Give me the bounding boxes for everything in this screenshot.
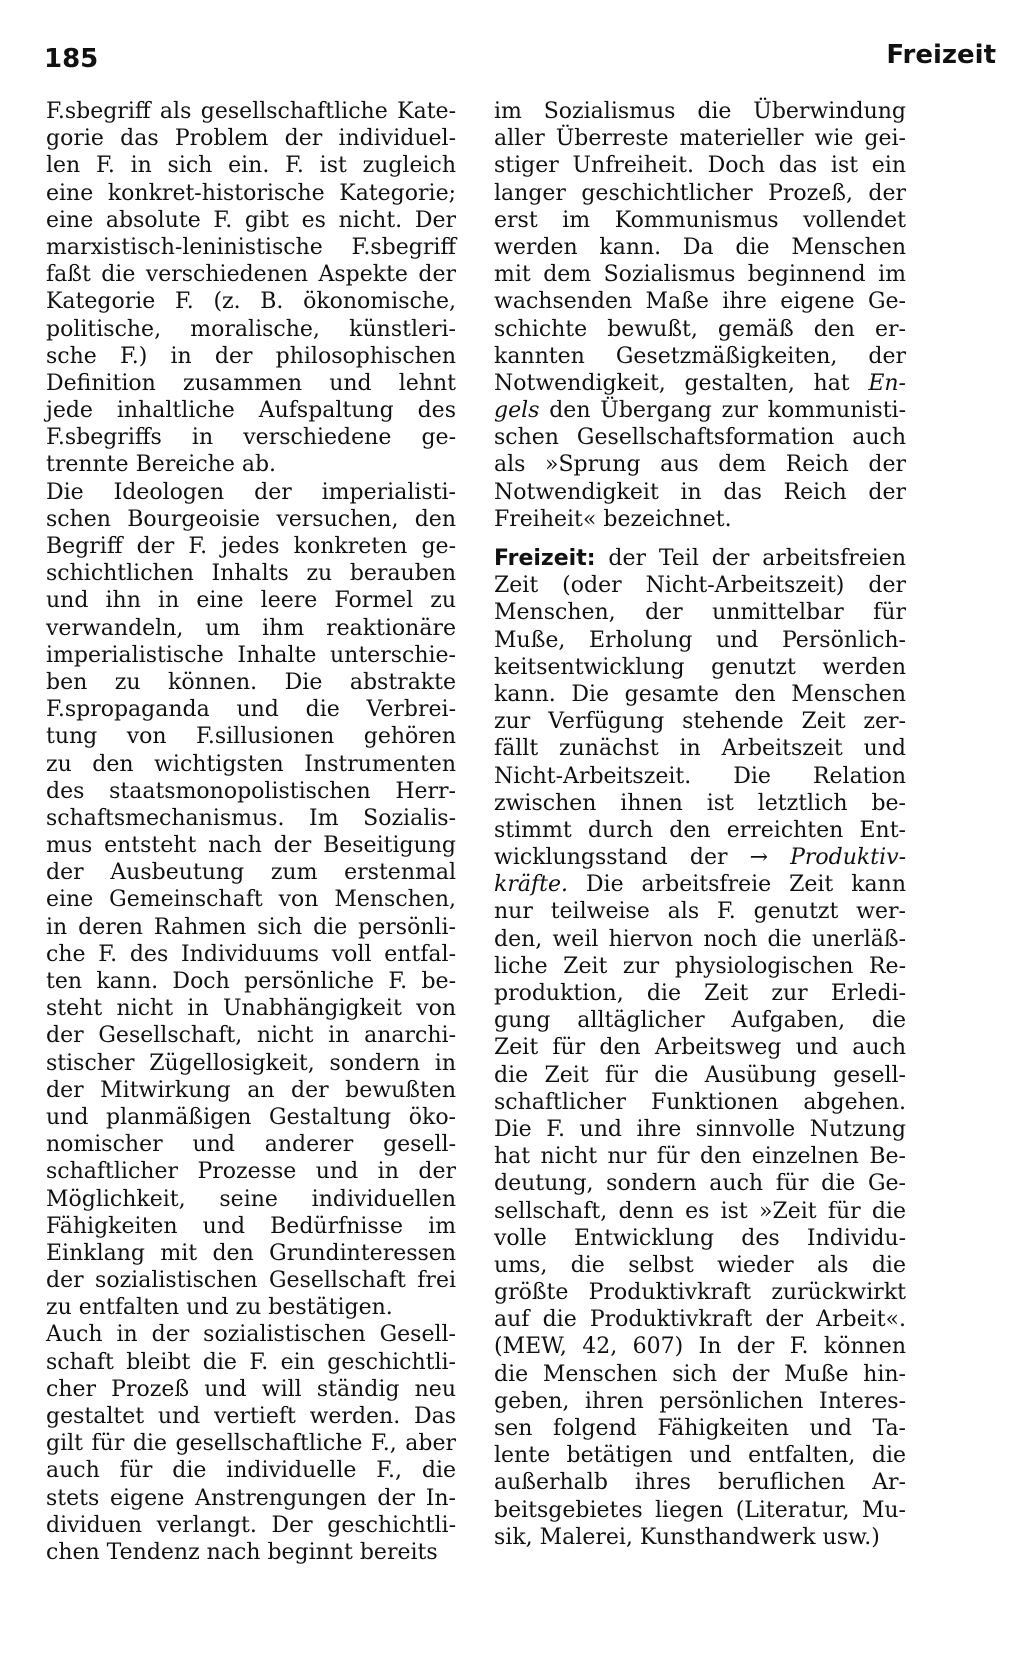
text-line: liche Zeit zur physiologischen Re-: [494, 953, 906, 979]
text-line: imperialistische Inhalte unterschie-: [46, 642, 456, 668]
text-line: steht nicht in Unabhängigkeit von: [46, 996, 456, 1022]
text-line: (MEW, 42, 607) In der F. können: [494, 1334, 906, 1360]
text-line: trennte Bereiche ab.: [46, 452, 277, 478]
text-line: ums, die selbst wieder als die: [494, 1252, 906, 1278]
text-line: mus entsteht nach der Beseitigung: [46, 833, 456, 859]
text-line: und ihn in eine leere Formel zu: [46, 588, 456, 614]
text-line: langer geschichtlicher Prozeß, der: [494, 180, 906, 206]
text-line: nur teilweise als F. genutzt wer-: [494, 899, 906, 925]
text-line: die Menschen sich der Muße hin-: [494, 1361, 906, 1387]
text-line: im Sozialismus die Überwindung: [494, 99, 906, 124]
paragraph: [46, 479, 456, 1322]
text-line: der Mitwirkung an der bewußten: [46, 1077, 456, 1103]
text-line: hat nicht nur für den einzelnen Be-: [494, 1144, 906, 1170]
text-line: tung von F.sillusionen gehören: [46, 724, 456, 750]
person-name-engels-cont: gels: [494, 398, 540, 424]
text-line: auf die Produktivkraft der Arbeit«.: [494, 1307, 906, 1333]
text-line: kannten Gesetzmäßigkeiten, der: [494, 343, 906, 369]
text-line: fällt zunächst in Arbeitszeit und: [494, 736, 906, 762]
text-line: eine absolute F. gibt es nicht. Der: [46, 207, 456, 233]
page-number: 185: [44, 44, 99, 74]
text-line: stimmt durch den erreichten Ent-: [494, 817, 906, 843]
text-line: schichtlichen Inhalts zu berauben: [46, 561, 456, 587]
text-line: der Gesellschaft, nicht in anarchi-: [46, 1023, 456, 1049]
text-line: wachsenden Maße ihre eigene Ge-: [494, 289, 906, 315]
text-line: Notwendigkeit, gestalten, hat En-: [494, 370, 906, 396]
text-line: erst im Kommunismus vollendet: [494, 207, 906, 233]
text-line: Fähigkeiten und Bedürfnisse im: [46, 1213, 456, 1239]
text-line: zwischen ihnen ist letztlich be-: [494, 790, 906, 816]
cross-reference-arrow-icon: →: [749, 845, 769, 871]
text-line: chen Tendenz nach beginnt bereits: [46, 1539, 438, 1565]
text-line: sellschaft, denn es ist »Zeit für die: [494, 1198, 906, 1224]
text-line: Freiheit« bezeichnet.: [494, 506, 732, 532]
text-line: che F. des Individuums voll entfal-: [46, 941, 456, 967]
left-column: [46, 98, 456, 1566]
text-line: dividuen verlangt. Der geschichtli-: [46, 1512, 456, 1538]
text-line: len F. in sich ein. F. ist zugleich: [46, 153, 456, 179]
text-line: in deren Rahmen sich die persönli-: [46, 914, 456, 940]
text-line: den, weil hiervon noch die unerläß-: [494, 926, 906, 952]
text-line: außerhalb ihres beruflichen Ar-: [494, 1470, 906, 1496]
text-line: Definition zusammen und lehnt: [46, 370, 456, 396]
text-line: Nicht-Arbeitszeit. Die Relation: [494, 763, 906, 789]
text-line: deutung, sondern auch für die Ge-: [494, 1171, 906, 1197]
text-line: größte Produktivkraft zurückwirkt: [494, 1280, 906, 1306]
text-line: aller Überreste materieller wie gei-: [494, 126, 906, 152]
text-line: Muße, Erholung und Persönlich-: [494, 627, 906, 653]
text-line: gung alltäglicher Aufgaben, die: [494, 1008, 906, 1034]
text-line: lente betätigen und entfalten, die: [494, 1443, 906, 1469]
text-line: eine konkret-historische Kategorie;: [46, 180, 456, 206]
text-line: geben, ihren persönlichen Interes-: [494, 1388, 906, 1414]
text-line: mit dem Sozialismus beginnend im: [494, 262, 906, 288]
person-name-engels: En-: [868, 370, 906, 396]
text-line: gilt für die gesellschaftliche F., aber: [46, 1431, 456, 1457]
text-line: eine Gemeinschaft von Menschen,: [46, 887, 456, 913]
text-line: nomischer und anderer gesell-: [46, 1132, 456, 1158]
text-line: der sozialistischen Gesellschaft frei: [46, 1268, 456, 1294]
text-line: wicklungsstand der → Produktiv-: [494, 845, 906, 871]
text-line: kann. Die gesamte den Menschen: [494, 681, 906, 707]
text-line: Die Ideologen der imperialisti-: [46, 479, 456, 505]
paragraph: [46, 98, 456, 479]
text-line: ten kann. Doch persönliche F. be-: [46, 969, 456, 994]
text-line: Möglichkeit, seine individuellen: [46, 1186, 456, 1212]
text-line: auch für die individuelle F., die: [46, 1458, 456, 1484]
text-line: stiger Unfreiheit. Doch das ist ein: [494, 153, 906, 179]
text-line: sik, Malerei, Kunsthandwerk usw.): [494, 1524, 880, 1550]
text-line: schen Bourgeoisie versuchen, den: [46, 506, 456, 532]
text-line: marxistisch-leninistische F.sbegriff: [46, 234, 456, 260]
paragraph: [46, 1321, 456, 1566]
text-line: politische, moralische, künstleri-: [46, 316, 456, 342]
text-line: die Zeit für die Ausübung gesell-: [494, 1062, 906, 1088]
text-line: Auch in der sozialistischen Gesell-: [46, 1322, 456, 1348]
entry-heading-line: Freizeit: der Teil der arbeitsfreien: [494, 546, 906, 571]
text-line: zu den wichtigsten Instrumenten: [46, 751, 456, 777]
text-line: als »Sprung aus dem Reich der: [494, 452, 906, 478]
text-line: keitsentwicklung genutzt werden: [494, 654, 906, 680]
text-line: zur Verfügung stehende Zeit zer-: [494, 709, 906, 735]
text-line: cher Prozeß und will ständig neu: [46, 1376, 456, 1402]
text-line: Menschen, der unmittelbar für: [494, 600, 906, 626]
text-line: Notwendigkeit in das Reich der: [494, 479, 906, 505]
text-line: sche F.) in der philosophischen: [46, 343, 456, 369]
text-line: Zeit für den Arbeitsweg und auch: [494, 1035, 906, 1061]
right-column: [494, 98, 906, 1551]
running-head: Freizeit: [886, 40, 996, 70]
entry-term: Freizeit:: [494, 546, 596, 571]
text-line: Begriff der F. jedes konkreten ge-: [46, 534, 456, 559]
text-line: schichte bewußt, gemäß den er-: [494, 316, 906, 342]
text-line: gestaltet und vertieft werden. Das: [46, 1404, 456, 1429]
text-line: F.spropaganda und die Verbrei-: [46, 697, 456, 723]
text-line: volle Entwicklung des Individu-: [494, 1225, 906, 1251]
text-line: schaft bleibt die F. ein geschichtli-: [46, 1349, 456, 1375]
text-line: verwandeln, um ihm reaktionäre: [46, 615, 456, 641]
text-line: Kategorie F. (z. B. ökonomische,: [46, 289, 456, 315]
text-line: kräfte. Die arbeitsfreie Zeit kann: [494, 872, 906, 898]
text-line: produktion, die Zeit zur Erledi-: [494, 981, 906, 1006]
text-line: faßt die verschiedenen Aspekte der: [46, 262, 456, 288]
text-line: stischer Zügellosigkeit, sondern in: [46, 1050, 456, 1076]
text-line: der Ausbeutung zum erstenmal: [46, 860, 456, 886]
text-line: des staatsmonopolistischen Herr-: [46, 778, 456, 804]
cross-reference-link-cont[interactable]: kräfte.: [494, 872, 568, 898]
text-line: F.sbegriff als gesellschaftliche Kate-: [46, 99, 456, 124]
text-line: Einklang mit den Grundinteressen: [46, 1240, 456, 1266]
cross-reference-link[interactable]: Produktiv-: [790, 845, 906, 871]
text-line: schaftlicher Funktionen abgehen.: [494, 1089, 906, 1115]
text-line: stets eigene Anstrengungen der In-: [46, 1485, 456, 1511]
text-line: und planmäßigen Gestaltung öko-: [46, 1104, 456, 1130]
text-line: F.sbegriffs in verschiedene ge-: [46, 425, 456, 451]
text-line: werden kann. Da die Menschen: [494, 234, 906, 260]
text-line: zu entfalten und zu bestätigen.: [46, 1295, 393, 1321]
text-line: Die F. und ihre sinnvolle Nutzung: [494, 1116, 906, 1142]
text-line: beitsgebietes liegen (Literatur, Mu-: [494, 1497, 906, 1523]
text-line: ben zu können. Die abstrakte: [46, 669, 456, 695]
text-line: gorie das Problem der individuel-: [46, 126, 456, 152]
text-line: jede inhaltliche Aufspaltung des: [46, 398, 456, 424]
text-line: gels den Übergang zur kommunisti-: [494, 398, 906, 424]
text-line: schen Gesellschaftsformation auch: [494, 425, 906, 451]
text-line: schaftlicher Prozesse und in der: [46, 1159, 456, 1185]
text-line: schaftsmechanismus. Im Sozialis-: [46, 805, 456, 831]
text-line: Zeit (oder Nicht-Arbeitszeit) der: [494, 573, 906, 599]
text-line: sen folgend Fähigkeiten und Ta-: [494, 1416, 906, 1441]
